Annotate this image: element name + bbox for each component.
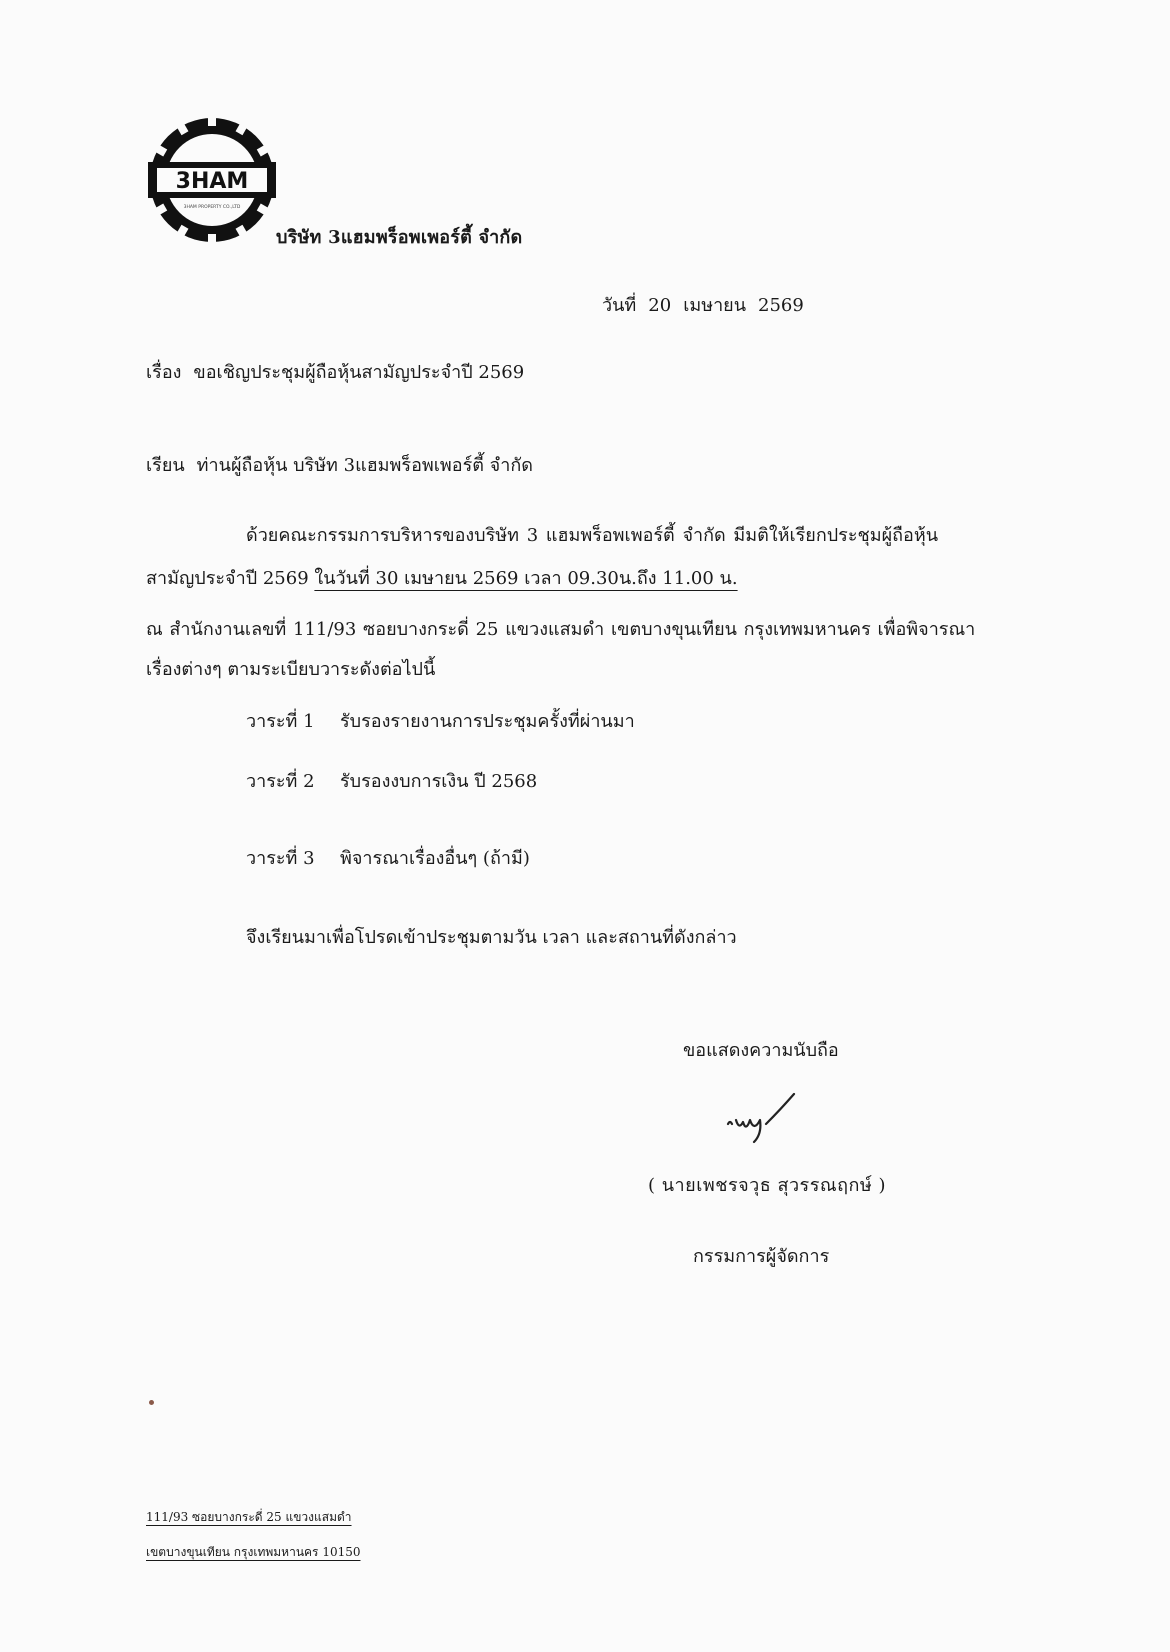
signer-position: กรรมการผู้จัดการ [693,1246,830,1267]
footer-address-line-1: 111/93 ซอยบางกระดี่ 25 แขวงแสมดำ [146,1510,352,1524]
logo-text: 3HAM [175,169,249,194]
paragraph-1-line-2 [146,563,738,592]
logo-gear-notch [208,234,216,244]
agenda-text: รับรองรายงานการประชุมครั้งที่ผ่านมา [340,711,635,732]
date-month: เมษายน [683,295,747,316]
paragraph-1-line-2-start: สามัญประจำปี 2569 [146,568,309,589]
logo-subtext: 3HAM PROPERTY CO.,LTD [183,205,241,210]
salutation-label: เรียน [146,455,185,476]
salutation-text: ท่านผู้ถือหุ้น บริษัท 3แฮมพร็อพเพอร์ตี้ จำกัด [196,455,533,476]
company-logo [142,110,282,250]
agenda-item [246,766,537,795]
closing-paragraph: จึงเรียนมาเพื่อโปรดเข้าประชุมตามวัน เวลา และสถานที่ดังกล่าว [246,927,737,948]
date-label: วันที่ [602,295,637,316]
paragraph-2-line-1: ณ สำนักงานเลขที่ 111/93 ซอยบางกระดี่ 25 แขวงแสมดำ เขตบางขุนเทียน กรุงเทพมหานคร เพื่อพิจารณา [146,619,976,640]
agenda-number: วาระที่ 3 [246,848,315,869]
signer-name: ( นายเพชรจวุธ สุวรรณฤกษ์ ) [648,1175,887,1196]
paper-speck [149,1400,154,1405]
paragraph-1-line-1: ด้วยคณะกรรมการบริหารของบริษัท 3 แฮมพร็อพเพอร์ตี้ จำกัด มีมติให้เรียกประชุมผู้ถือหุ้น [246,525,939,546]
date-day: 20 [648,295,672,316]
footer-address-line-2: เขตบางขุนเทียน กรุงเทพมหานคร 10150 [146,1545,361,1559]
regards-text: ขอแสดงความนับถือ [683,1040,839,1061]
subject-label: เรื่อง [146,362,182,383]
agenda-item [246,706,635,735]
agenda-item [246,843,530,872]
handwritten-signature [722,1090,812,1150]
letter-date [602,290,816,319]
agenda-text: รับรองงบการเงิน ปี 2568 [340,771,538,792]
meeting-datetime: ในวันที่ 30 เมษายน 2569 เวลา 09.30น.ถึง 11.00 น. [314,568,738,589]
agenda-number: วาระที่ 2 [246,771,315,792]
subject-line [146,357,524,386]
date-year: 2569 [758,295,804,316]
agenda-text: พิจารณาเรื่องอื่นๆ (ถ้ามี) [340,848,530,869]
salutation-line [146,450,533,479]
logo-gear-notch [208,116,216,126]
subject-text: ขอเชิญประชุมผู้ถือหุ้นสามัญประจำปี 2569 [193,362,525,383]
agenda-number: วาระที่ 1 [246,711,315,732]
paragraph-2-line-2: เรื่องต่างๆ ตามระเบียบวาระดังต่อไปนี้ [146,659,436,680]
company-name: บริษัท 3แฮมพร็อพเพอร์ตี้ จำกัด [276,227,523,248]
